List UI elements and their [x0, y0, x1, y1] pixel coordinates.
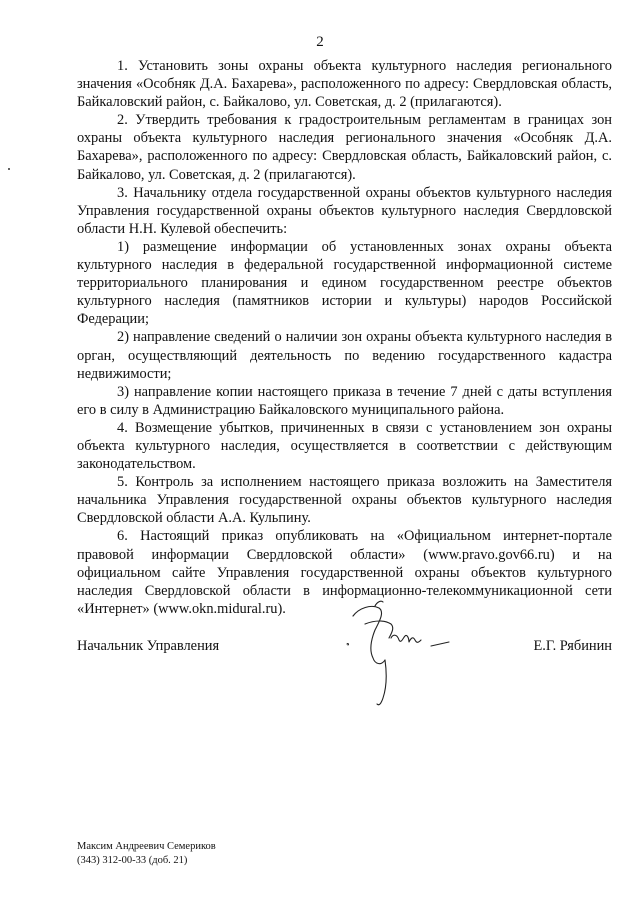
paragraph-5: 5. Контроль за исполнением настоящего приказа возложить на Заместителя начальника Управления государственной охраны объектов культурного наследия Свердловской области А.А. Кульпину. — [77, 474, 612, 527]
executor-name: Максим Андреевич Семериков — [77, 841, 216, 852]
executor-footer — [77, 840, 216, 868]
signatory-position: Начальник Управления — [77, 638, 220, 654]
signatory-name: Е.Г. Рябинин — [533, 638, 612, 654]
order-body — [77, 57, 612, 618]
paragraph-4: 4. Возмещение убытков, причиненных в связи с установлением зон охраны объекта культурного наследия, осуществляется в соответствии с действующим законодательством. — [77, 419, 612, 473]
subparagraph-3-3: 3) направление копии настоящего приказа в течение 7 дней с даты вступления его в силу в Администрацию Байкаловского муниципального района. — [77, 383, 612, 418]
paragraph-6: 6. Настоящий приказ опубликовать на «Официальном интернет-портале правовой информации Свердловской области» (www.pravo.gov66.ru) и на официальном сайте Управления государственной охраны объектов культурного наследия Свердловской области в информационно-телекоммуникационной сети «Интернет» (www.okn.midural.ru). — [77, 528, 612, 617]
page-number: 2 — [316, 34, 324, 50]
paragraph-2: 2. Утвердить требования к градостроительным регламентам в границах зон охраны объекта культурного наследия регионального значения «Особняк Д.А. Бахарева», расположенного по адресу: Свердловская область, Байкаловский район, с. Байкалово, ул. Советская, д. 2 (прилагаются). — [77, 112, 612, 183]
paragraph-1: 1. Установить зоны охраны объекта культурного наследия регионального значения «Особняк Д.А. Бахарева», расположенного по адресу: Свердловская область, Байкаловский район, с. Байкалово, ул. Советская, д. 2 (прилагаются). — [77, 58, 612, 111]
executor-phone: (343) 312-00-33 (доб. 21) — [77, 855, 188, 866]
paragraph-3: 3. Начальнику отдела государственной охраны объектов культурного наследия Управления государственной охраны объектов культурного наследия Свердловской области Н.Н. Кулевой обеспечить: — [77, 184, 612, 237]
signature-block — [77, 638, 612, 658]
subparagraph-3-1: 1) размещение информации об установленных зонах охраны объекта культурного наследия в федеральной государственной информационной системе территориального планирования и едином государственном реестре объектов культурного наследия (памятников истории и культуры) народов Российской Федерации; — [77, 238, 612, 328]
handwritten-signature — [345, 594, 455, 714]
scan-speck — [8, 168, 10, 170]
subparagraph-3-2: 2) направление сведений о наличии зон охраны объекта культурного наследия в орган, осуществляющий деятельность по ведению государственного кадастра недвижимости; — [77, 329, 612, 382]
